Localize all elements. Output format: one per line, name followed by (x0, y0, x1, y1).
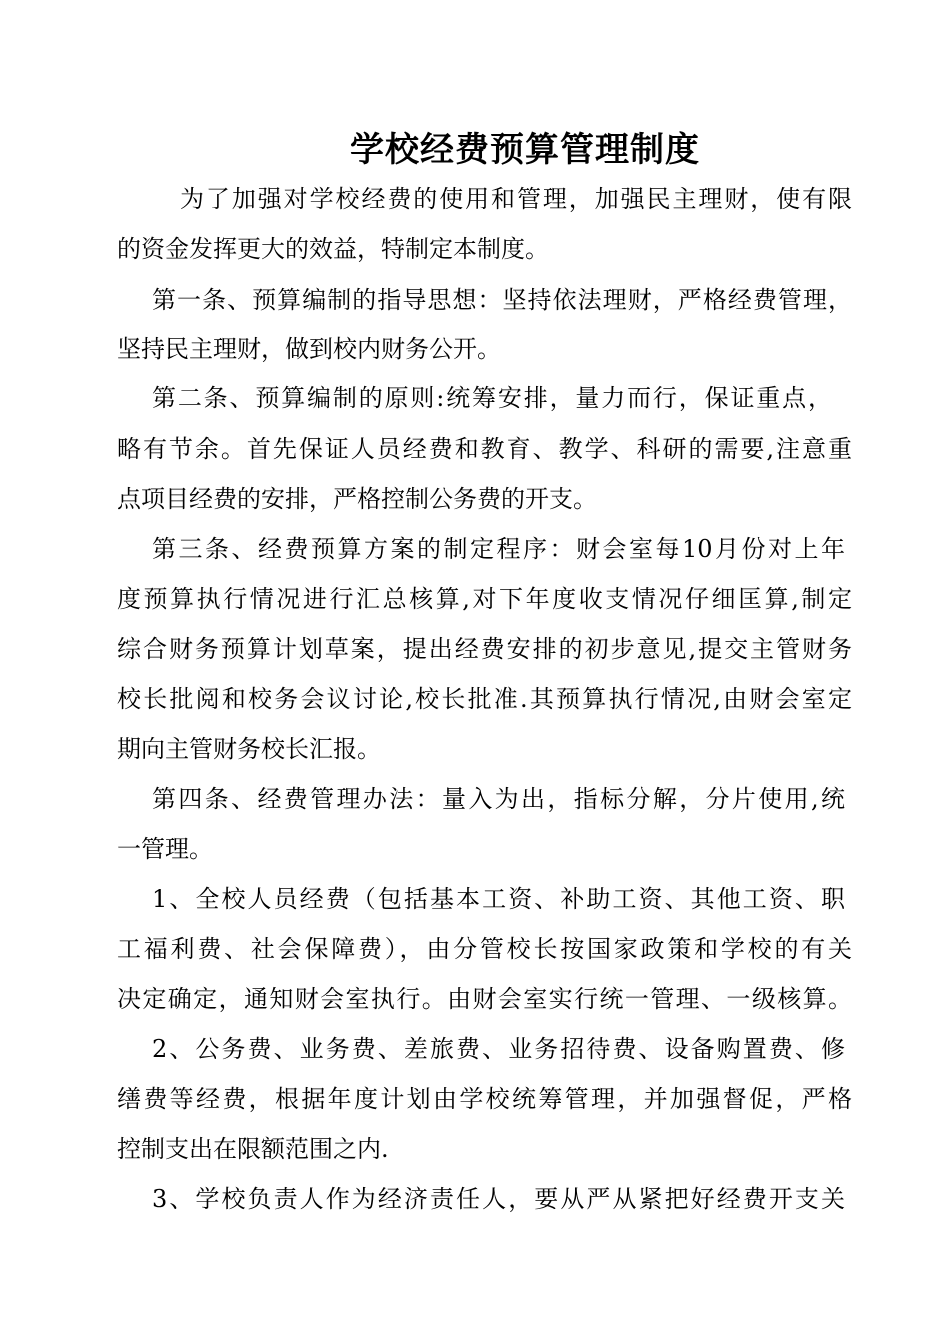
paragraph-line: 为了加强对学校经费的使用和管理，加强民主理财，使有限 (180, 185, 852, 213)
paragraph-line: 校长批阅和校务会议讨论,校长批准.其预算执行情况,由财会室定 (117, 685, 852, 713)
paragraph-line: 综合财务预算计划草案，提出经费安排的初步意见,提交主管财务 (117, 635, 852, 663)
paragraph-line: 2、公务费、业务费、差旅费、业务招待费、设备购置费、修 (152, 1035, 845, 1063)
paragraph-line: 第一条、预算编制的指导思想：坚持依法理财，严格经费管理， (152, 286, 852, 314)
paragraph-line: 度预算执行情况进行汇总核算,对下年度收支情况仔细匡算,制定 (117, 585, 852, 613)
paragraph-line: 第三条、经费预算方案的制定程序：财会室每10月份对上年 (152, 535, 845, 563)
paragraph-line: 工福利费、社会保障费），由分管校长按国家政策和学校的有关 (117, 935, 852, 963)
paragraph-line: 略有节余。首先保证人员经费和教育、教学、科研的需要,注意重 (117, 435, 852, 463)
paragraph-line: 缮费等经费，根据年度计划由学校统筹管理，并加强督促，严格 (117, 1085, 852, 1113)
paragraph-line: 一管理。 (117, 835, 213, 863)
paragraph-line: 决定确定，通知财会室执行。由财会室实行统一管理、一级核算。 (117, 985, 852, 1013)
paragraph-line: 1、全校人员经费（包括基本工资、补助工资、其他工资、职 (152, 885, 845, 913)
document-title: 学校经费预算管理制度 (350, 130, 700, 170)
paragraph-line: 期向主管财务校长汇报。 (117, 735, 381, 763)
paragraph-line: 第四条、经费管理办法：量入为出，指标分解，分片使用,统 (152, 785, 845, 813)
paragraph-line: 坚持民主理财，做到校内财务公开。 (117, 335, 501, 363)
paragraph-line: 的资金发挥更大的效益，特制定本制度。 (117, 235, 549, 263)
paragraph-line: 第二条、预算编制的原则:统筹安排，量力而行，保证重点， (152, 384, 832, 412)
paragraph-line: 点项目经费的安排，严格控制公务费的开支。 (117, 485, 597, 513)
paragraph-line: 3、学校负责人作为经济责任人，要从严从紧把好经费开支关 (152, 1185, 845, 1213)
paragraph-line: 控制支出在限额范围之内. (117, 1135, 389, 1163)
